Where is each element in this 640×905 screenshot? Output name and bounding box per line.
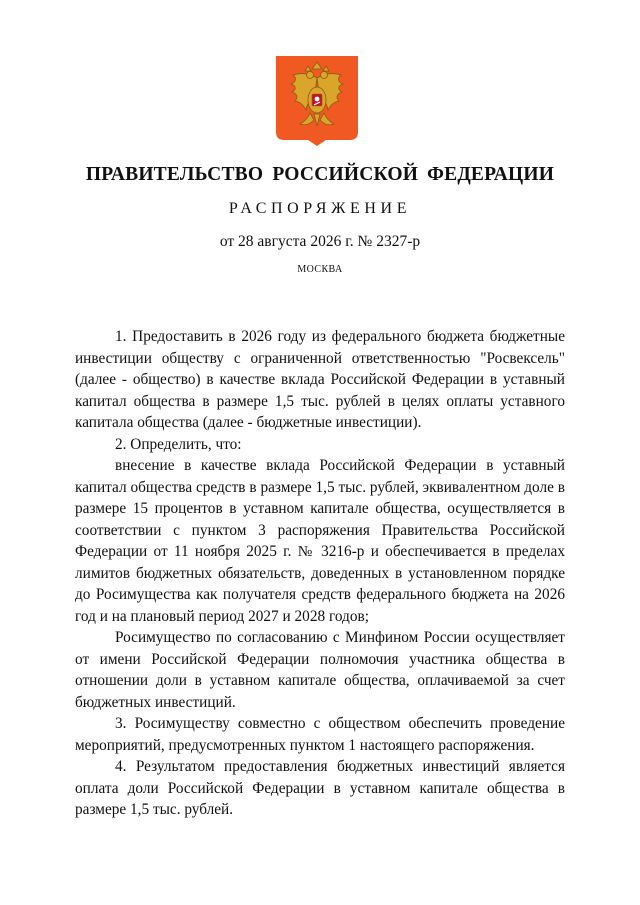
paragraph-4: 4. Результатом предоставления бюджетных инвестиций является оплата доли Российской Федерации в уставном капитале общества в размере 1,5 тыс. рублей.	[75, 758, 565, 818]
paragraph-3: 3. Росимуществу совместно с обществом обеспечить проведение мероприятий, предусмотренных пунктом 1 настоящего распоряжения.	[75, 715, 565, 754]
paragraph-2-subclause-2: Росимущество по согласованию с Минфином России осуществляет от имени Российской Федерации полномочия участника общества в отношении доли в уставном капитале общества, оплачиваемой за счет бюджетных инвестиций.	[75, 629, 565, 711]
government-title: ПРАВИТЕЛЬСТВО РОССИЙСКОЙ ФЕДЕРАЦИИ	[85, 164, 555, 185]
paragraph-1: 1. Предоставить в 2026 году из федерального бюджета бюджетные инвестиции обществу с ограниченной ответственностью "Росвексель" (далее - общество) в качестве вклада Российской Федерации в уставный капитал общества в размере 1,5 тыс. рублей в целях оплаты уставного капитала общества (далее - бюджетные инвестиции).	[75, 328, 565, 431]
paragraph-2-subclause-1: внесение в качестве вклада Российской Федерации в уставный капитал общества средств в размере 1,5 тыс. рублей, эквивалентном доле в размере 15 процентов в уставном капитале общества, осуществляется в соответствии с пунктом 3 распоряжения Правительства Российской Федерации от 11 ноября 2025 г. № 3216-р и обеспечивается в пределах лимитов бюджетных обязательств, доведенных в установленном порядке до Росимущества как получателя средств федерального бюджета на 2026 год и на плановый период 2027 и 2028 годов;	[75, 457, 565, 625]
city-label: МОСКВА	[297, 264, 343, 275]
russian-coat-of-arms-icon	[276, 56, 358, 146]
document-body	[75, 326, 565, 821]
document-date-number: от 28 августа 2026 г. № 2327-р	[219, 233, 421, 250]
paragraph-2: 2. Определить, что:	[115, 435, 242, 453]
document-type: РАСПОРЯЖЕНИЕ	[228, 200, 412, 217]
